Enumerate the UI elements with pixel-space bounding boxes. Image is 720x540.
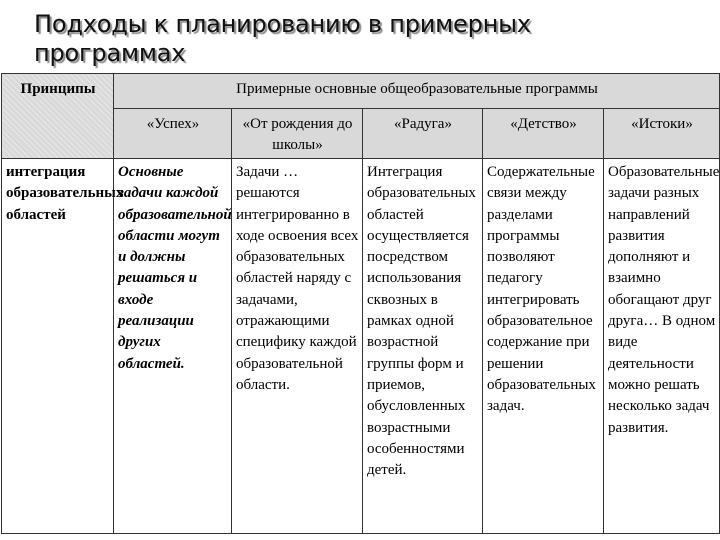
program-name-raduga: «Радуга»	[363, 109, 483, 159]
principles-header: Принципы	[2, 74, 114, 159]
cell-uspekh: Основные задачи каждой образовательной области могут и должны решаться и входе реализации других областей.	[114, 159, 232, 534]
program-name-ot-rozhdeniya: «От рождения до школы»	[232, 109, 363, 159]
programs-header: Примерные основные общеобразовательные программы	[114, 74, 720, 109]
slide-title: Подходы к планированию в примерных программах	[34, 10, 531, 67]
cell-detstvo: Содержательные связи между разделами программы позволяют педагогу интегрировать образовательное содержание при решении образовательных задач.	[483, 159, 604, 534]
program-name-detstvo: «Детство»	[483, 109, 604, 159]
principle-integration: интеграция образовательных областей	[2, 159, 114, 534]
slide-title-area	[0, 0, 720, 78]
programs-table	[1, 73, 720, 534]
cell-ot-rozhdeniya: Задачи … решаются интегрированно в ходе освоения всех образовательных областей наряду с задачами, отражающими специфику каждой образовательной области.	[232, 159, 363, 534]
program-name-uspekh: «Успех»	[114, 109, 232, 159]
program-name-istoki: «Истоки»	[604, 109, 720, 159]
cell-raduga: Интеграция образовательных областей осуществляется посредством использования сквозных в рамках одной возрастной группы форм и приемов, обусловленных возрастными особенностями детей.	[363, 159, 483, 534]
cell-istoki: Образовательные задачи разных направлений развития дополняют и взаимно обогащают друг друга… В одном виде деятельности можно решать несколько задач развития.	[604, 159, 720, 534]
